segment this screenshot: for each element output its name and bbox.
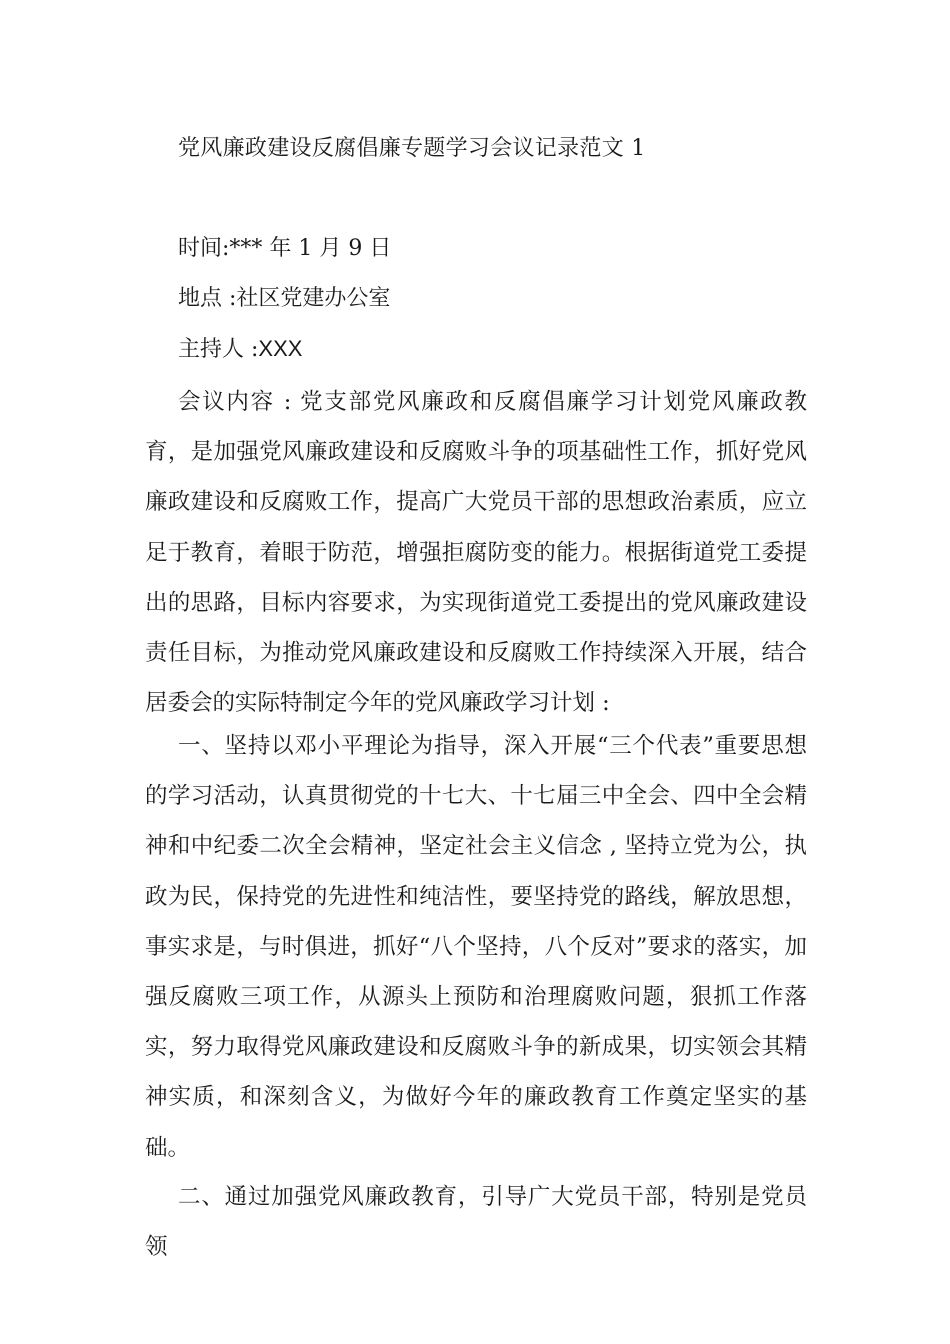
meeting-host xyxy=(178,334,302,365)
meeting-host-label: 主持人 : xyxy=(178,337,259,362)
meeting-time xyxy=(178,234,391,264)
section-one-paragraph: 一、坚持以邓小平理论为指导，深入开展“三个代表”重要思想的学习活动，认真贯彻党的十七大、十七届三中全会、四中全会精神和中纪委二次全会精神，坚定社会主义信念 , 坚持立党为公，执政为民，保持党的先进性和纯洁性，要坚持党的路线，解放思想，事实求是，与时俱进，抓好“八个坚持，八个反对”要求的落实，加强反腐败三项工作，从源头上预防和治理腐败问题，狠抓工作落实，努力取得党风廉政建设和反腐败斗争的新成果，切实领会其精神实质，和深刻含义，为做好今年的廉政教育工作奠定坚实的基础。 xyxy=(145,733,807,1161)
meeting-time-value: *** 年 1 月 9 日 xyxy=(229,236,392,261)
meeting-place-value: 社区党建办公室 xyxy=(236,286,391,311)
meeting-time-label: 时间: xyxy=(178,236,230,261)
section-two-paragraph: 二、通过加强党风廉政教育，引导广大党员干部，特别是党员领 xyxy=(145,1184,807,1261)
document-title: 党风廉政建设反腐倡廉专题学习会议记录范文 1 xyxy=(178,136,646,161)
meeting-place xyxy=(178,284,390,314)
meeting-place-label: 地点 : xyxy=(178,286,237,311)
meeting-host-value: XXX xyxy=(258,336,303,361)
meeting-content-paragraph: 会议内容 : 党支部党风廉政和反腐倡廉学习计划党风廉政教育，是加强党风廉政建设和反腐败斗争的项基础性工作，抓好党风廉政建设和反腐败工作，提高广大党员干部的思想政治素质，应立足于教育，着眼于防范，增强拒腐防变的能力。根据街道党工委提出的思路，目标内容要求，为实现街道党工委提出的党风廉政建设责任目标，为推动党风廉政建设和反腐败工作持续深入开展，结合居委会的实际特制定今年的党风廉政学习计划 : xyxy=(145,389,807,717)
